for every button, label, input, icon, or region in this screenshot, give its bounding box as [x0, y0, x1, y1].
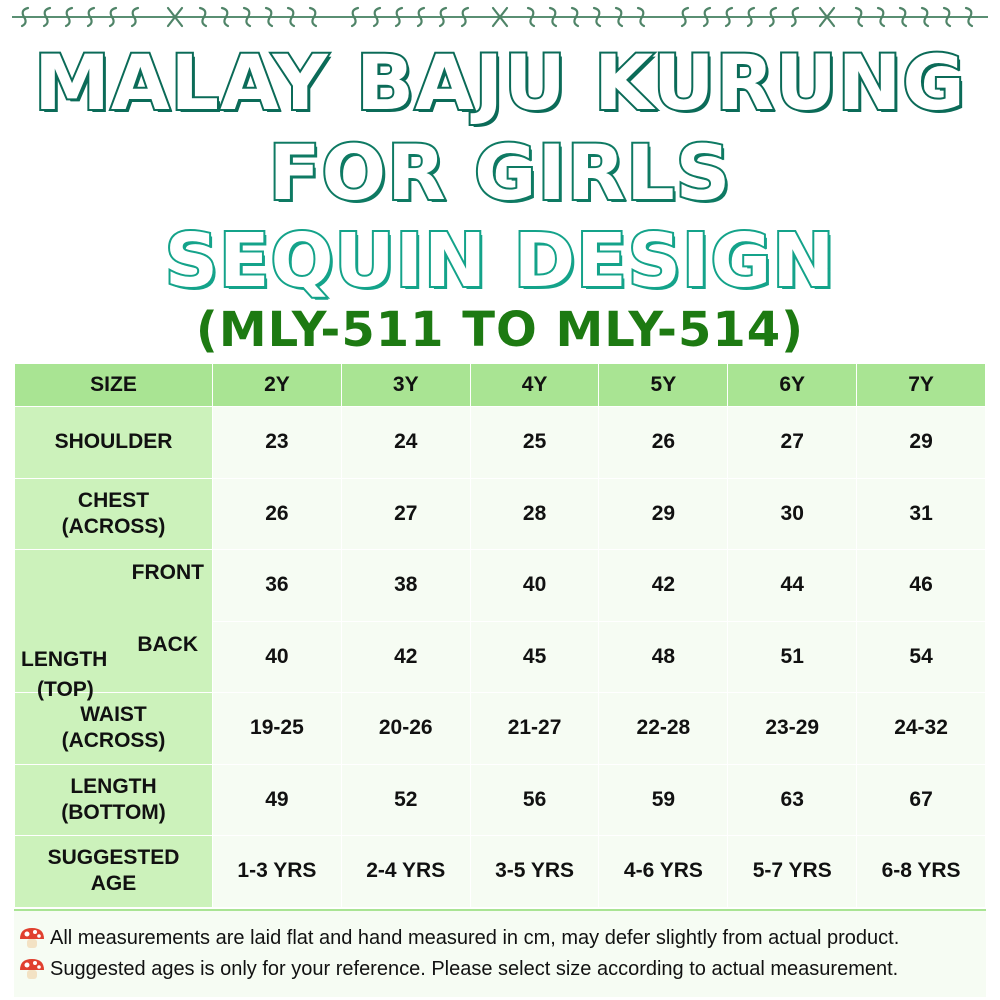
title-line-2: FOR GIRLS — [268, 128, 732, 217]
table-cell: 27 — [728, 407, 857, 479]
size-header-6y: 6Y — [728, 364, 857, 407]
note-text: Suggested ages is only for your reference. Please select size according to actual measurement. — [50, 957, 899, 980]
table-cell: 21-27 — [470, 693, 599, 765]
table-cell: 5-7 YRS — [728, 836, 857, 908]
size-header-7y: 7Y — [857, 364, 986, 407]
table-cell: 51 — [728, 621, 857, 693]
notes-panel — [14, 909, 986, 997]
size-header-label: SIZE — [15, 364, 213, 407]
table-cell: 49 — [213, 764, 342, 836]
table-cell: 59 — [599, 764, 728, 836]
table-header-row — [15, 364, 986, 407]
table-row-length-bottom — [15, 764, 986, 836]
table-cell: 20-26 — [341, 693, 470, 765]
table-cell: 29 — [857, 407, 986, 479]
table-cell: 45 — [470, 621, 599, 693]
row-label-chest-main: CHEST — [77, 488, 150, 512]
table-cell: 63 — [728, 764, 857, 836]
table-cell: 2-4 YRS — [341, 836, 470, 908]
title-line-3: SEQUIN DESIGN — [164, 218, 836, 304]
table-row-length-front — [15, 550, 986, 622]
title-line-1: MALAY BAJU KURUNG — [34, 38, 966, 127]
table-cell: 26 — [213, 478, 342, 550]
table-cell: 31 — [857, 478, 986, 550]
table-cell: 26 — [599, 407, 728, 479]
note-text: All measurements are laid flat and hand measured in cm, may defer slightly from actual product. — [50, 926, 900, 949]
table-row-shoulder — [15, 407, 986, 479]
table-cell: 23 — [213, 407, 342, 479]
table-cell: 46 — [857, 550, 986, 622]
size-header-5y: 5Y — [599, 364, 728, 407]
table-cell: 40 — [470, 550, 599, 622]
row-label-length-main: LENGTH — [21, 648, 108, 671]
row-label-waist-sub: (ACROSS) — [61, 729, 166, 753]
row-label-age-main: SUGGESTED — [47, 846, 180, 870]
table-cell: 30 — [728, 478, 857, 550]
row-label-waist-main: WAIST — [80, 703, 147, 727]
size-chart-table — [14, 363, 986, 908]
note-item — [18, 926, 899, 950]
table-cell: 54 — [857, 621, 986, 693]
row-label-waist — [15, 693, 213, 765]
table-cell: 56 — [470, 764, 599, 836]
table-cell: 36 — [213, 550, 342, 622]
size-header-4y: 4Y — [470, 364, 599, 407]
table-cell: 44 — [728, 550, 857, 622]
table-cell: 23-29 — [728, 693, 857, 765]
table-cell: 3-5 YRS — [470, 836, 599, 908]
size-header-3y: 3Y — [341, 364, 470, 407]
table-cell: 4-6 YRS — [599, 836, 728, 908]
table-cell: 24 — [341, 407, 470, 479]
row-label-back: BACK — [137, 633, 198, 656]
row-label-length-sub: (TOP) — [37, 678, 94, 701]
table-cell: 19-25 — [213, 693, 342, 765]
mushroom-icon — [18, 926, 46, 950]
table-cell: 27 — [341, 478, 470, 550]
table-cell: 42 — [599, 550, 728, 622]
table-cell: 29 — [599, 478, 728, 550]
table-row-waist — [15, 693, 986, 765]
note-item — [18, 957, 898, 981]
table-row-chest — [15, 478, 986, 550]
row-label-front: FRONT — [131, 561, 204, 584]
table-cell: 67 — [857, 764, 986, 836]
row-label-length-top — [15, 550, 213, 701]
table-cell: 22-28 — [599, 693, 728, 765]
row-label-length-bottom — [15, 764, 213, 836]
table-cell: 28 — [470, 478, 599, 550]
row-label-chest-sub: (ACROSS) — [61, 514, 166, 538]
row-label-age-sub: AGE — [90, 872, 137, 896]
row-label-chest — [15, 478, 213, 550]
table-cell: 40 — [213, 621, 342, 693]
table-row-age — [15, 836, 986, 908]
table-cell: 6-8 YRS — [857, 836, 986, 908]
row-label-shoulder: SHOULDER — [15, 407, 213, 479]
mushroom-icon — [18, 957, 46, 981]
table-cell: 48 — [599, 621, 728, 693]
row-label-length-bottom-main: LENGTH — [70, 774, 157, 798]
table-cell: 52 — [341, 764, 470, 836]
table-cell: 24-32 — [857, 693, 986, 765]
row-label-age — [15, 836, 213, 908]
table-cell: 38 — [341, 550, 470, 622]
swirl-border-icon — [0, 0, 1000, 34]
table-cell: 1-3 YRS — [213, 836, 342, 908]
size-header-2y: 2Y — [213, 364, 342, 407]
table-cell: 25 — [470, 407, 599, 479]
product-code-range: (MLY-511 TO MLY-514) — [195, 302, 805, 358]
table-cell: 42 — [341, 621, 470, 693]
row-label-length-bottom-sub: (BOTTOM) — [61, 800, 166, 824]
